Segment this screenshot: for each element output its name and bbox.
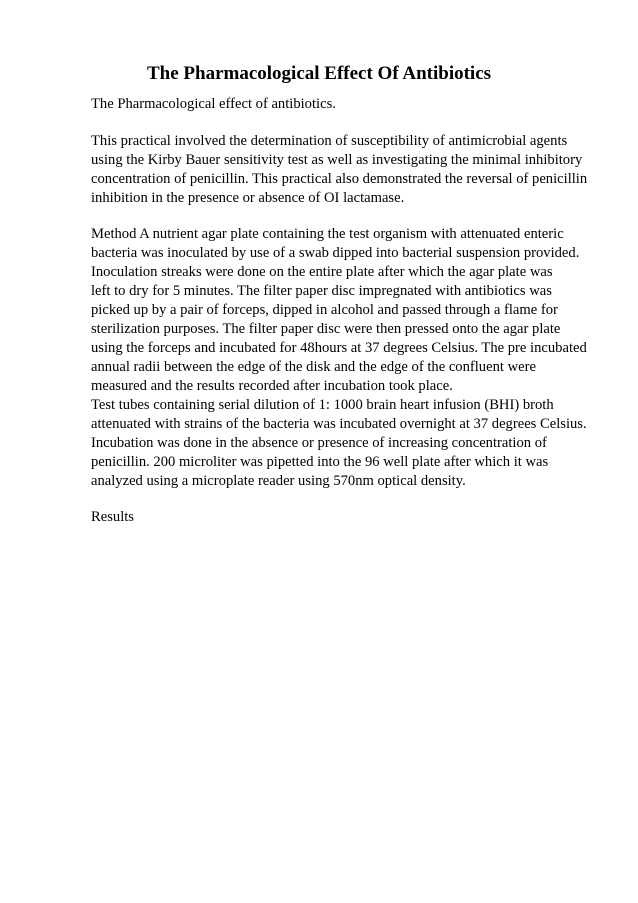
method-line: measured and the results recorded after incubation took place. [91,378,453,394]
method-line: Test tubes containing serial dilution of 1: 1000 brain heart infusion (BHI) broth [91,397,554,413]
intro-line: inhibition in the presence or absence of OI lactamase. [91,190,405,206]
method-line: analyzed using a microplate reader using 570nm optical density. [91,473,466,489]
intro-line: concentration of penicillin. This practical also demonstrated the reversal of penicillin [91,171,588,187]
results-heading: Results [91,509,134,525]
method-line: penicillin. 200 microliter was pipetted into the 96 well plate after which it was [91,454,549,470]
method-line: Incubation was done in the absence or presence of increasing concentration of [91,435,547,451]
method-line: annual radii between the edge of the disk and the edge of the confluent were [91,359,536,375]
method-line: Method A nutrient agar plate containing the test organism with attenuated enteric [91,226,564,242]
method-line: attenuated with strains of the bacteria was incubated overnight at 37 degrees Celsius. [91,416,587,432]
method-line: left to dry for 5 minutes. The filter paper disc impregnated with antibiotics was [91,283,552,299]
subtitle: The Pharmacological effect of antibiotics. [91,96,336,112]
method-line: bacteria was inoculated by use of a swab dipped into bacterial suspension provided. [91,245,580,261]
method-line: using the forceps and incubated for 48hours at 37 degrees Celsius. The pre incubated [91,340,587,356]
intro-line: using the Kirby Bauer sensitivity test as well as investigating the minimal inhibitory [91,152,583,168]
intro-line: This practical involved the determination of susceptibility of antimicrobial agents [91,133,568,149]
method-line: Inoculation streaks were done on the entire plate after which the agar plate was [91,264,553,280]
document-title: The Pharmacological Effect Of Antibiotics [146,63,492,84]
method-line: picked up by a pair of forceps, dipped in alcohol and passed through a flame for [91,302,558,318]
method-line: sterilization purposes. The filter paper disc were then pressed onto the agar plate [91,321,561,337]
